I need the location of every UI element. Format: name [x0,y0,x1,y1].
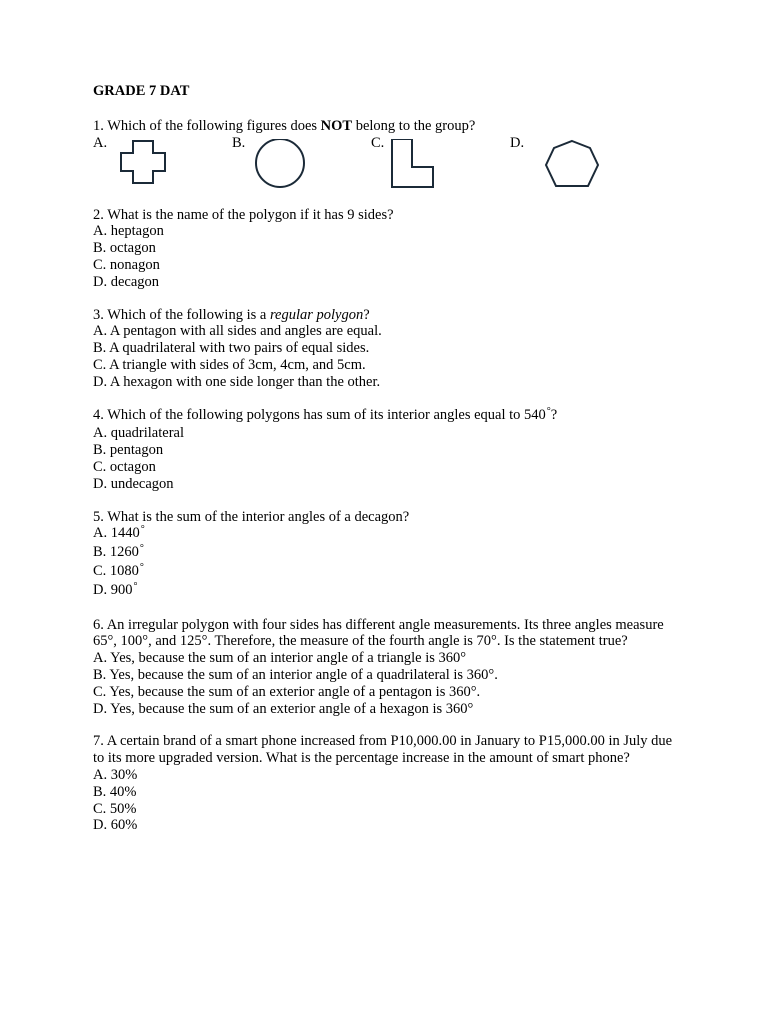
option-b: B. 1260° [93,543,144,561]
option-d: D. 900° [93,580,138,598]
degree-symbol: ° [139,561,144,573]
degree-symbol: ° [139,543,144,555]
l-shape-icon [390,139,436,191]
question-3 [93,307,683,391]
question-1-figures [93,135,683,191]
option-c: C. Yes, because the sum of an exterior angle of a pentagon is 360°. [93,683,481,700]
question-2-stem: 2. What is the name of the polygon if it has 9 sides? [93,206,394,223]
question-6-stem: 6. An irregular polygon with four sides has different angle measurements. Its three angles measure 65°, 100°, and 125°. Therefore, the measure of the fourth angle is 70°. Is the statement true? [93,616,664,650]
page-title: GRADE 7 DAT [93,83,190,99]
option-b: B. A quadrilateral with two pairs of equal sides. [93,340,370,357]
worksheet [93,83,683,850]
question-5-stem: 5. What is the sum of the interior angles of a decagon? [93,508,410,525]
option-a: A. Yes, because the sum of an interior angle of a triangle is 360° [93,650,467,667]
question-2 [93,207,683,291]
circle-shape-icon [254,139,306,191]
option-b: B. pentagon [93,442,164,459]
option-c: C. 1080° [93,561,144,579]
question-7 [93,733,683,834]
question-4 [93,407,683,493]
option-a: A. A pentagon with all sides and angles are equal. [93,323,382,340]
option-d-label: D. [510,134,525,151]
option-c: C. octagon [93,458,156,475]
option-d: D. Yes, because the sum of an exterior angle of a hexagon is 360° [93,700,474,717]
option-d: D. undecagon [93,475,174,492]
question-1 [93,118,683,191]
question-4-stem: 4. Which of the following polygons has sum of its interior angles equal to 540°? [93,405,558,423]
option-d: D. decagon [93,273,160,290]
option-a: A. 30% [93,766,138,783]
question-7-stem: 7. A certain brand of a smart phone increased from P10,000.00 in January to P15,000.00 in July due to its more upgraded version. What is the percentage increase in the amount of smart phone? [93,733,673,767]
option-b: B. octagon [93,240,156,257]
question-6 [93,617,683,718]
option-a: A. 1440° [93,524,145,542]
option-a-label: A. [93,134,108,151]
emphasis-regular-polygon: regular polygon [269,306,364,323]
question-5 [93,509,683,601]
option-d: D. A hexagon with one side longer than the other. [93,373,381,390]
option-c: C. A triangle with sides of 3cm, 4cm, and 5cm. [93,356,366,373]
heptagon-shape-icon [543,139,601,191]
option-d: D. 60% [93,817,138,834]
option-c: C. nonagon [93,256,160,273]
option-a: A. heptagon [93,223,164,240]
option-b: B. Yes, because the sum of an interior angle of a quadrilateral is 360°. [93,666,498,683]
question-1-stem: 1. Which of the following figures does NOT belong to the group? [93,117,476,134]
degree-symbol: ° [133,580,138,592]
option-a: A. quadrilateral [93,425,184,442]
option-c-label: C. [371,134,385,151]
emphasis-not: NOT [320,117,353,134]
degree-symbol: ° [546,405,551,417]
degree-symbol: ° [140,524,145,536]
option-c: C. 50% [93,800,137,817]
option-b: B. 40% [93,783,137,800]
cross-shape-icon [119,139,167,187]
question-3-stem: 3. Which of the following is a regular polygon? [93,306,370,323]
option-b-label: B. [232,134,246,151]
